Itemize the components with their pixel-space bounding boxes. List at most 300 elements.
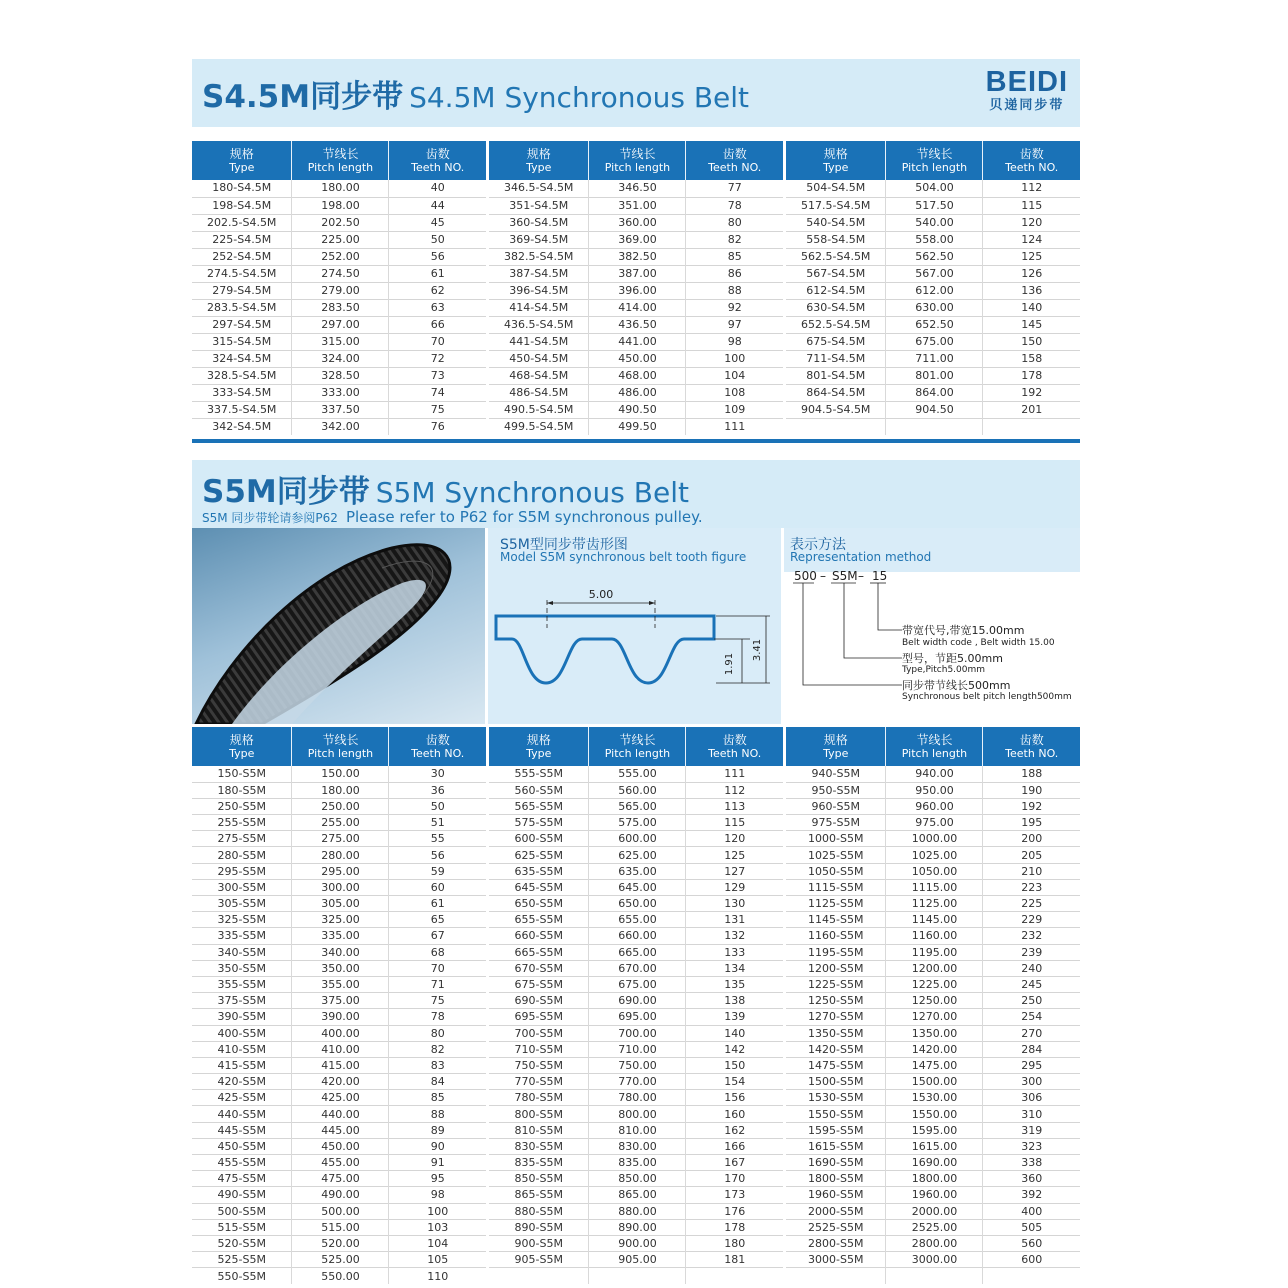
table-row (786, 798, 1080, 814)
representation-title-cn: 表示方法 (790, 537, 846, 553)
total-height-dimension: 3.41 (752, 638, 763, 662)
pitch-length-cell: 396.00 (589, 282, 686, 299)
table-row (192, 418, 486, 435)
pitch-length-cell: 486.00 (589, 384, 686, 401)
column-header (686, 727, 783, 766)
teeth-count-cell: 173 (686, 1187, 783, 1203)
pitch-length-cell: 975.00 (886, 815, 983, 831)
table-row (786, 863, 1080, 879)
pitch-length-cell: 342.00 (292, 418, 389, 435)
belt-type-cell: 450-S4.5M (489, 350, 589, 367)
belt-type-cell: 2000-S5M (786, 1203, 886, 1219)
teeth-count-cell: 44 (389, 197, 486, 214)
teeth-count-cell: 55 (389, 831, 486, 847)
belt-type-cell: 342-S4.5M (192, 418, 292, 435)
pitch-length-cell: 1420.00 (886, 1041, 983, 1057)
pitch-length-cell: 600.00 (589, 831, 686, 847)
s5-table-2 (489, 727, 783, 1284)
column-header-en: Teeth NO. (708, 160, 762, 174)
pitch-length-cell: 960.00 (886, 798, 983, 814)
pitch-length-cell: 1050.00 (886, 863, 983, 879)
belt-type-cell: 550-S5M (192, 1268, 292, 1284)
pitch-length-cell: 504.00 (886, 180, 983, 197)
pitch-length-cell (886, 1268, 983, 1284)
belt-type-cell: 305-S5M (192, 896, 292, 912)
belt-type-cell: 575-S5M (489, 815, 589, 831)
belt-type-cell: 351-S4.5M (489, 197, 589, 214)
representation-diagram (784, 528, 1080, 724)
pitch-length-cell: 558.00 (886, 231, 983, 248)
table-row (489, 1009, 783, 1025)
pitch-length-cell: 1350.00 (886, 1025, 983, 1041)
belt-type-cell: 1025-S5M (786, 847, 886, 863)
pitch-length-cell: 670.00 (589, 960, 686, 976)
column-header (886, 727, 983, 766)
teeth-count-cell: 108 (686, 384, 783, 401)
belt-type-cell: 900-S5M (489, 1235, 589, 1251)
belt-photo-image (192, 528, 485, 724)
belt-type-cell: 612-S4.5M (786, 282, 886, 299)
s45-bottom-rule (192, 439, 1080, 443)
belt-type-cell: 2800-S5M (786, 1235, 886, 1251)
teeth-count-cell: 160 (686, 1106, 783, 1122)
teeth-count-cell: 100 (389, 1203, 486, 1219)
column-header-en: Teeth NO. (1005, 746, 1059, 760)
teeth-count-cell: 82 (686, 231, 783, 248)
table-row (489, 1268, 783, 1284)
teeth-count-cell: 112 (1021, 181, 1043, 195)
belt-type-cell: 283.5-S4.5M (192, 299, 292, 316)
s5-title-banner (192, 460, 1080, 528)
table-row (489, 265, 783, 282)
column-header-cn: 节线长 (619, 146, 656, 161)
table-row (192, 231, 486, 248)
teeth-count-cell: 125 (983, 248, 1080, 265)
pitch-length-cell: 780.00 (589, 1090, 686, 1106)
s5-tables (192, 727, 1080, 1284)
pitch-length-cell: 830.00 (589, 1138, 686, 1154)
pitch-length-cell: 515.00 (292, 1219, 389, 1235)
pitch-length-cell: 520.00 (292, 1235, 389, 1251)
teeth-count-cell: 72 (389, 350, 486, 367)
column-header-en: Type (526, 160, 552, 174)
belt-type-cell: 297-S4.5M (192, 316, 292, 333)
pitch-length-cell: 375.00 (292, 993, 389, 1009)
table-row (786, 214, 1080, 231)
representation-panel (784, 528, 1080, 724)
teeth-count-cell: 180 (686, 1235, 783, 1251)
belt-type-cell: 333-S4.5M (192, 384, 292, 401)
teeth-count-cell: 112 (686, 782, 783, 798)
pitch-length-cell: 441.00 (589, 333, 686, 350)
pitch-length-cell: 337.50 (292, 401, 389, 418)
pitch-length-cell: 835.00 (589, 1155, 686, 1171)
teeth-count-cell: 67 (389, 928, 486, 944)
table-row (192, 766, 486, 782)
table-row (786, 1074, 1080, 1090)
teeth-count-cell: 71 (389, 976, 486, 992)
belt-type-cell: 835-S5M (489, 1155, 589, 1171)
teeth-count-cell: 50 (389, 231, 486, 248)
pitch-length-cell: 1530.00 (886, 1090, 983, 1106)
teeth-count-cell: 45 (389, 214, 486, 231)
pitch-length-cell: 1225.00 (886, 976, 983, 992)
table-row (192, 1219, 486, 1235)
column-header-cn: 规格 (526, 146, 551, 161)
belt-type-cell: 635-S5M (489, 863, 589, 879)
teeth-count-cell: 140 (983, 299, 1080, 316)
pitch-length-cell: 475.00 (292, 1171, 389, 1187)
table-row (192, 928, 486, 944)
teeth-count-cell: 338 (983, 1155, 1080, 1171)
column-header (389, 141, 486, 180)
pitch-length-cell: 565.00 (589, 798, 686, 814)
belt-type-cell: 441-S4.5M (489, 333, 589, 350)
column-header (983, 141, 1080, 180)
teeth-count-cell: 250 (983, 993, 1080, 1009)
pitch-length-cell: 202.50 (292, 214, 389, 231)
teeth-count-cell: 201 (983, 401, 1080, 418)
table-row (489, 928, 783, 944)
belt-type-cell: 555-S5M (489, 766, 589, 782)
pitch-length-cell: 690.00 (589, 993, 686, 1009)
pitch-length-cell: 810.00 (589, 1122, 686, 1138)
table-row (192, 782, 486, 798)
belt-type-cell: 675-S5M (489, 976, 589, 992)
belt-type-cell: 3000-S5M (786, 1252, 886, 1268)
s45-title (202, 71, 749, 116)
pitch-length-cell: 625.00 (589, 847, 686, 863)
teeth-count-cell: 319 (983, 1122, 1080, 1138)
table-row (489, 1187, 783, 1203)
pitch-length-cell: 250.00 (292, 798, 389, 814)
table-row (489, 960, 783, 976)
teeth-count-cell: 104 (389, 1235, 486, 1251)
table-row (489, 1252, 783, 1268)
length-code-cn: 同步带节线长500mm (902, 679, 1011, 692)
table-row (786, 401, 1080, 418)
pitch-length-cell: 400.00 (292, 1025, 389, 1041)
pitch-length-cell: 279.00 (292, 282, 389, 299)
belt-type-cell: 475-S5M (192, 1171, 292, 1187)
teeth-count-cell: 166 (686, 1138, 783, 1154)
table-row (786, 1203, 1080, 1219)
pitch-length-cell: 950.00 (886, 782, 983, 798)
belt-type-cell: 355-S5M (192, 976, 292, 992)
brand-name: BEIDI (985, 66, 1068, 98)
column-header (389, 727, 486, 766)
belt-type-cell: 1960-S5M (786, 1187, 886, 1203)
belt-type-cell: 630-S4.5M (786, 299, 886, 316)
belt-photo (192, 528, 485, 724)
table-row (489, 1057, 783, 1073)
belt-type-cell: 1000-S5M (786, 831, 886, 847)
belt-type-cell: 700-S5M (489, 1025, 589, 1041)
pitch-length-cell: 655.00 (589, 912, 686, 928)
table-row (786, 1268, 1080, 1284)
teeth-count-cell: 51 (389, 815, 486, 831)
teeth-count-cell: 56 (389, 248, 486, 265)
belt-type-cell: 540-S4.5M (786, 214, 886, 231)
pitch-length-cell: 540.00 (886, 214, 983, 231)
teeth-count-cell: 192 (983, 798, 1080, 814)
column-header-cn: 规格 (823, 146, 848, 161)
teeth-count-cell: 156 (686, 1090, 783, 1106)
table-row (786, 231, 1080, 248)
table-row (192, 1203, 486, 1219)
belt-type-cell: 1195-S5M (786, 944, 886, 960)
pitch-length-cell: 1595.00 (886, 1122, 983, 1138)
pitch-length-cell: 550.00 (292, 1268, 389, 1284)
teeth-count-cell: 103 (389, 1219, 486, 1235)
teeth-count-cell: 91 (389, 1155, 486, 1171)
pitch-length-cell: 940.00 (886, 766, 983, 782)
belt-type-cell: 225-S4.5M (192, 231, 292, 248)
tooth-figure-title-en: Model S5M synchronous belt tooth figure (500, 550, 747, 564)
belt-type-cell: 1690-S5M (786, 1155, 886, 1171)
table-row (489, 418, 783, 435)
teeth-count-cell: 188 (1021, 767, 1043, 781)
column-header (489, 727, 589, 766)
teeth-count-cell: 40 (430, 181, 445, 195)
teeth-count-cell: 88 (686, 282, 783, 299)
belt-type-cell: 1475-S5M (786, 1057, 886, 1073)
belt-type-cell: 324-S4.5M (192, 350, 292, 367)
brand-logo (986, 67, 1068, 113)
pitch-length-cell: 180.00 (292, 782, 389, 798)
teeth-count-cell: 229 (983, 912, 1080, 928)
belt-type-cell: 890-S5M (489, 1219, 589, 1235)
column-header-en: Type (229, 746, 255, 760)
column-header-en: Type (229, 160, 255, 174)
teeth-count-cell: 600 (983, 1252, 1080, 1268)
pitch-length-cell: 1690.00 (886, 1155, 983, 1171)
belt-type-cell: 1145-S5M (786, 912, 886, 928)
pitch-length-cell: 770.00 (589, 1074, 686, 1090)
teeth-count-cell: 360 (983, 1171, 1080, 1187)
belt-type-cell: 565-S5M (489, 798, 589, 814)
table-row (786, 350, 1080, 367)
table-row (489, 944, 783, 960)
belt-type-cell: 645-S5M (489, 879, 589, 895)
column-header-cn: 齿数 (425, 146, 450, 161)
table-row (192, 214, 486, 231)
table-row (489, 847, 783, 863)
belt-type-cell: 1615-S5M (786, 1138, 886, 1154)
belt-type-cell: 499.5-S4.5M (489, 418, 589, 435)
svg-text:–: – (820, 569, 826, 583)
teeth-count-cell: 120 (983, 214, 1080, 231)
table-row (489, 1122, 783, 1138)
teeth-count-cell: 158 (983, 350, 1080, 367)
belt-type-cell: 1050-S5M (786, 863, 886, 879)
teeth-count-cell: 200 (983, 831, 1080, 847)
s5-table-3 (786, 727, 1080, 1284)
pitch-length-cell: 295.00 (292, 863, 389, 879)
table-row (786, 333, 1080, 350)
pitch-length-cell: 355.00 (292, 976, 389, 992)
teeth-count-cell: 113 (686, 798, 783, 814)
teeth-count-cell: 111 (686, 418, 783, 435)
tooth-figure-title-cn: S5M型同步带齿形图 (500, 537, 628, 553)
pitch-length-cell: 180.00 (292, 180, 389, 197)
column-header-en: Pitch length (604, 746, 671, 760)
teeth-count-cell: 140 (686, 1025, 783, 1041)
teeth-count-cell: 115 (686, 815, 783, 831)
teeth-count-cell: 131 (686, 912, 783, 928)
teeth-count-cell: 310 (983, 1106, 1080, 1122)
s5-subtitle-en: Please refer to P62 for S5M synchronous pulley. (345, 508, 703, 526)
pitch-length-cell: 3000.00 (886, 1252, 983, 1268)
belt-type-cell: 202.5-S4.5M (192, 214, 292, 231)
table-row (192, 1090, 486, 1106)
table-row (192, 815, 486, 831)
column-header-en: Pitch length (604, 160, 671, 174)
code-width: 15 (872, 569, 888, 583)
column-header-cn: 规格 (823, 732, 848, 747)
teeth-count-cell: 86 (686, 265, 783, 282)
pitch-length-cell: 1475.00 (886, 1057, 983, 1073)
teeth-count-cell (983, 418, 1080, 435)
belt-type-cell: 198-S4.5M (192, 197, 292, 214)
teeth-count-cell: 133 (686, 944, 783, 960)
table-row (489, 1090, 783, 1106)
column-header-cn: 齿数 (1019, 146, 1044, 161)
table-row (786, 384, 1080, 401)
belt-type-cell: 280-S5M (192, 847, 292, 863)
teeth-count-cell: 80 (686, 214, 783, 231)
table-row (192, 1122, 486, 1138)
table-row (489, 299, 783, 316)
teeth-count-cell: 115 (983, 197, 1080, 214)
belt-type-cell: 275-S5M (192, 831, 292, 847)
belt-type-cell: 515-S5M (192, 1219, 292, 1235)
belt-type-cell: 904.5-S4.5M (786, 401, 886, 418)
belt-type-cell: 675-S4.5M (786, 333, 886, 350)
column-header (489, 141, 589, 180)
teeth-count-cell: 84 (389, 1074, 486, 1090)
table-row (489, 180, 783, 197)
teeth-count-cell: 109 (686, 401, 783, 418)
pitch-length-cell: 369.00 (589, 231, 686, 248)
pitch-length-cell: 315.00 (292, 333, 389, 350)
teeth-count-cell: 63 (389, 299, 486, 316)
belt-type-cell: 670-S5M (489, 960, 589, 976)
teeth-count-cell: 323 (983, 1138, 1080, 1154)
pitch-length-cell: 198.00 (292, 197, 389, 214)
table-row (192, 1187, 486, 1203)
table-row (192, 863, 486, 879)
pitch-length-cell: 2800.00 (886, 1235, 983, 1251)
belt-type-cell: 650-S5M (489, 896, 589, 912)
belt-type-cell: 410-S5M (192, 1041, 292, 1057)
teeth-count-cell: 100 (686, 350, 783, 367)
belt-type-cell: 396-S4.5M (489, 282, 589, 299)
teeth-count-cell: 240 (983, 960, 1080, 976)
table-row (192, 1155, 486, 1171)
teeth-count-cell: 59 (389, 863, 486, 879)
belt-type-cell: 810-S5M (489, 1122, 589, 1138)
s5-title (202, 466, 689, 511)
belt-type-cell: 340-S5M (192, 944, 292, 960)
pitch-length-cell: 275.00 (292, 831, 389, 847)
belt-type-cell: 450-S5M (192, 1138, 292, 1154)
pitch-length-cell: 1270.00 (886, 1009, 983, 1025)
belt-type-cell: 801-S4.5M (786, 367, 886, 384)
column-header-cn: 齿数 (722, 732, 747, 747)
teeth-count-cell: 136 (983, 282, 1080, 299)
pitch-length-cell: 890.00 (589, 1219, 686, 1235)
table-row (192, 350, 486, 367)
teeth-count-cell: 76 (389, 418, 486, 435)
table-row (786, 299, 1080, 316)
table-row (786, 993, 1080, 1009)
belt-type-cell: 1800-S5M (786, 1171, 886, 1187)
pitch-length-cell: 555.00 (589, 766, 686, 782)
table-row (192, 265, 486, 282)
belt-type-cell: 905-S5M (489, 1252, 589, 1268)
table-row (489, 815, 783, 831)
teeth-count-cell: 89 (389, 1122, 486, 1138)
belt-type-cell: 690-S5M (489, 993, 589, 1009)
pitch-length-cell: 800.00 (589, 1106, 686, 1122)
column-header (192, 141, 292, 180)
teeth-count-cell: 181 (686, 1252, 783, 1268)
belt-type-cell: 655-S5M (489, 912, 589, 928)
pitch-length-cell: 328.50 (292, 367, 389, 384)
pitch-length-cell: 1250.00 (886, 993, 983, 1009)
belt-type-cell: 490-S5M (192, 1187, 292, 1203)
teeth-count-cell: 65 (389, 912, 486, 928)
pitch-length-cell: 567.00 (886, 265, 983, 282)
teeth-count-cell: 77 (727, 181, 742, 195)
pitch-length-cell: 635.00 (589, 863, 686, 879)
column-header (686, 141, 783, 180)
table-row (192, 847, 486, 863)
table-row (489, 1219, 783, 1235)
teeth-count-cell: 90 (389, 1138, 486, 1154)
belt-type-cell: 830-S5M (489, 1138, 589, 1154)
column-header-en: Pitch length (901, 746, 968, 760)
table-row (786, 912, 1080, 928)
pitch-length-cell: 450.00 (292, 1138, 389, 1154)
table-row (786, 1025, 1080, 1041)
table-row (489, 231, 783, 248)
teeth-count-cell: 66 (389, 316, 486, 333)
s5-subtitle (202, 507, 703, 526)
table-row (786, 180, 1080, 197)
belt-type-cell: 369-S4.5M (489, 231, 589, 248)
teeth-count-cell: 125 (686, 847, 783, 863)
table-row (786, 367, 1080, 384)
table-row (786, 265, 1080, 282)
column-header (292, 727, 389, 766)
belt-type-cell: 517.5-S4.5M (786, 197, 886, 214)
table-row (489, 401, 783, 418)
table-row (786, 831, 1080, 847)
teeth-count-cell: 176 (686, 1203, 783, 1219)
table-row (489, 1155, 783, 1171)
s45-title-banner (192, 59, 1080, 127)
s45-tables (192, 141, 1080, 435)
belt-type-cell: 770-S5M (489, 1074, 589, 1090)
belt-type-cell: 850-S5M (489, 1171, 589, 1187)
belt-type-cell (786, 418, 886, 435)
table-row (786, 316, 1080, 333)
teeth-count-cell: 154 (686, 1074, 783, 1090)
table-row (786, 928, 1080, 944)
teeth-count-cell: 105 (389, 1252, 486, 1268)
